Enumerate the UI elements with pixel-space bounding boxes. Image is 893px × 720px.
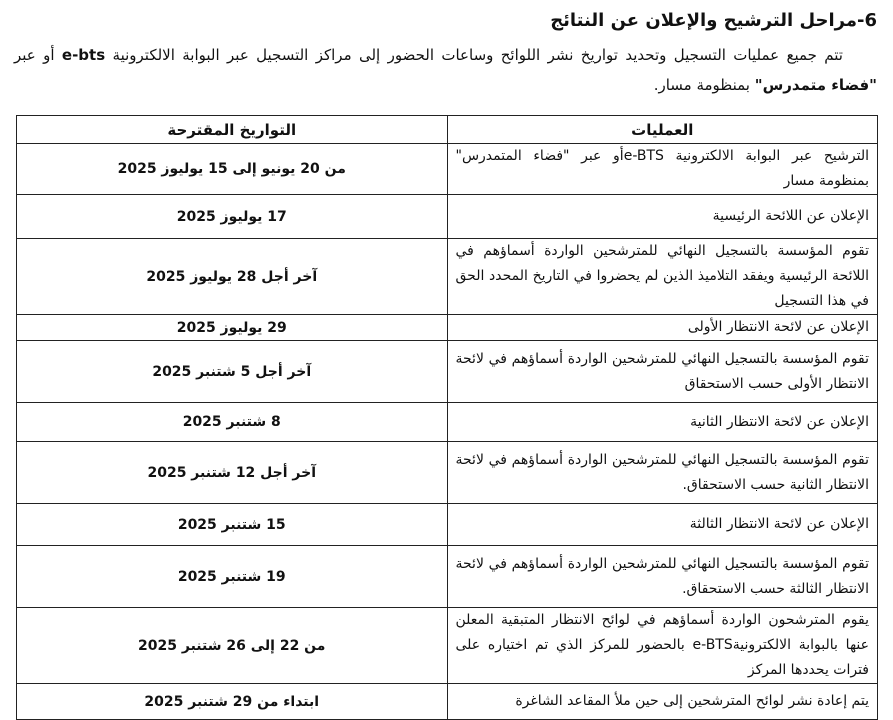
table-row	[17, 684, 878, 720]
date-cell: 29 يوليوز 2025	[17, 315, 448, 341]
operation-cell: الإعلان عن لائحة الانتظار الثالثة	[447, 504, 878, 546]
table-row	[17, 546, 878, 608]
date-cell: آخر أجل 5 شتنبر 2025	[17, 341, 448, 403]
date-cell: 15 شتنبر 2025	[17, 504, 448, 546]
operation-cell: تقوم المؤسسة بالتسجيل النهائي للمترشحين الواردة أسماؤهم في اللائحة الرئيسية ويفقد التلاميذ الذين لم يحضروا في التاريخ المحدد الحق في هذا التسجيل	[447, 239, 878, 315]
intro-text-1: تتم جميع عمليات التسجيل وتحديد تواريخ نشر اللوائح وساعات الحضور إلى مراكز التسجيل عبر البوابة الالكترونية	[112, 46, 843, 64]
schedule-table	[16, 115, 878, 720]
table-row	[17, 239, 878, 315]
operation-cell: تقوم المؤسسة بالتسجيل النهائي للمترشحين الواردة أسماؤهم في لائحة الانتظار الثانية حسب الاستحقاق.	[447, 442, 878, 504]
table-row	[17, 608, 878, 684]
header-operations: العمليات	[447, 116, 878, 144]
table-header-row	[17, 116, 878, 144]
header-dates: التواريخ المقترحة	[17, 116, 448, 144]
operation-cell: الإعلان عن لائحة الانتظار الثانية	[447, 403, 878, 442]
intro-bold-ebts: e-bts	[61, 46, 106, 64]
date-cell: 19 شتنبر 2025	[17, 546, 448, 608]
date-cell: آخر أجل 12 شتنبر 2025	[17, 442, 448, 504]
date-cell: 8 شتنبر 2025	[17, 403, 448, 442]
date-cell: 17 يوليوز 2025	[17, 195, 448, 239]
section-title: 6-مراحل الترشيح والإعلان عن النتائج	[550, 10, 877, 31]
operation-cell: يتم إعادة نشر لوائح المترشحين إلى حين ملأ المقاعد الشاغرة	[447, 684, 878, 720]
operation-cell: تقوم المؤسسة بالتسجيل النهائي للمترشحين الواردة أسماؤهم في لائحة الانتظار الأولى حسب الاستحقاق	[447, 341, 878, 403]
intro-paragraph	[14, 40, 877, 100]
table-row	[17, 341, 878, 403]
operation-cell: الإعلان عن لائحة الانتظار الأولى	[447, 315, 878, 341]
intro-bold-space: "فضاء متمدرس"	[754, 76, 877, 94]
table-row	[17, 195, 878, 239]
operation-cell: الترشيح عبر البوابة الالكترونية e-BTSأو عبر "فضاء المتمدرس" بمنظومة مسار	[447, 144, 878, 195]
date-cell: آخر أجل 28 يوليوز 2025	[17, 239, 448, 315]
date-cell: من 20 يونيو إلى 15 يوليوز 2025	[17, 144, 448, 195]
intro-text-3: بمنظومة مسار.	[653, 76, 750, 94]
table-row	[17, 403, 878, 442]
operation-cell: الإعلان عن اللائحة الرئيسية	[447, 195, 878, 239]
date-cell: ابتداء من 29 شتنبر 2025	[17, 684, 448, 720]
operation-cell: تقوم المؤسسة بالتسجيل النهائي للمترشحين الواردة أسماؤهم في لائحة الانتظار الثالثة حسب الاستحقاق.	[447, 546, 878, 608]
table-row	[17, 144, 878, 195]
date-cell: من 22 إلى 26 شتنبر 2025	[17, 608, 448, 684]
table-row	[17, 504, 878, 546]
operation-cell: يقوم المترشحون الواردة أسماؤهم في لوائح الانتظار المتبقية المعلن عنها بالبوابة الالكترونيةe-BTS بالحضور للمركز الذي تم اختياره على فترات يحددها المركز	[447, 608, 878, 684]
intro-text-2: أو عبر	[14, 46, 55, 64]
table-row	[17, 315, 878, 341]
table-row	[17, 442, 878, 504]
